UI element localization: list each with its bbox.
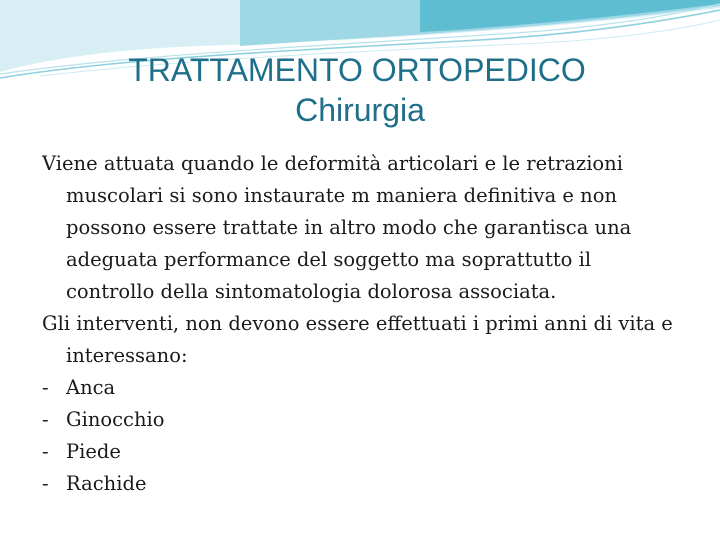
intervention-list: [42, 372, 682, 500]
title-block: [0, 50, 720, 130]
list-dash: -: [42, 440, 49, 463]
list-item-label: Anca: [66, 376, 116, 399]
list-dash: -: [42, 472, 49, 495]
list-item: [42, 404, 682, 436]
list-dash: -: [42, 408, 49, 431]
slide-subtitle: Chirurgia: [295, 92, 425, 128]
paragraph-1: Viene attuata quando le deformità articolari e le retrazioni muscolari si sono instaurate m maniera definitiva e non possono essere trattate in altro modo che garantisca una adeguata performance del soggetto ma soprattutto il controllo della sintomatologia dolorosa associata.: [42, 152, 632, 303]
list-dash: -: [42, 376, 49, 399]
list-item-label: Ginocchio: [66, 408, 165, 431]
list-item: [42, 436, 682, 468]
paragraph-2: Gli interventi, non devono essere effettuati i primi anni di vita e interessano:: [42, 312, 673, 367]
wave-band-dark: [420, 0, 720, 32]
list-item-label: Rachide: [66, 472, 147, 495]
slide-title: TRATTAMENTO ORTOPEDICO: [128, 52, 586, 88]
list-item-label: Piede: [66, 440, 121, 463]
body-text: [42, 148, 682, 500]
list-item: [42, 372, 682, 404]
list-item: [42, 468, 682, 500]
